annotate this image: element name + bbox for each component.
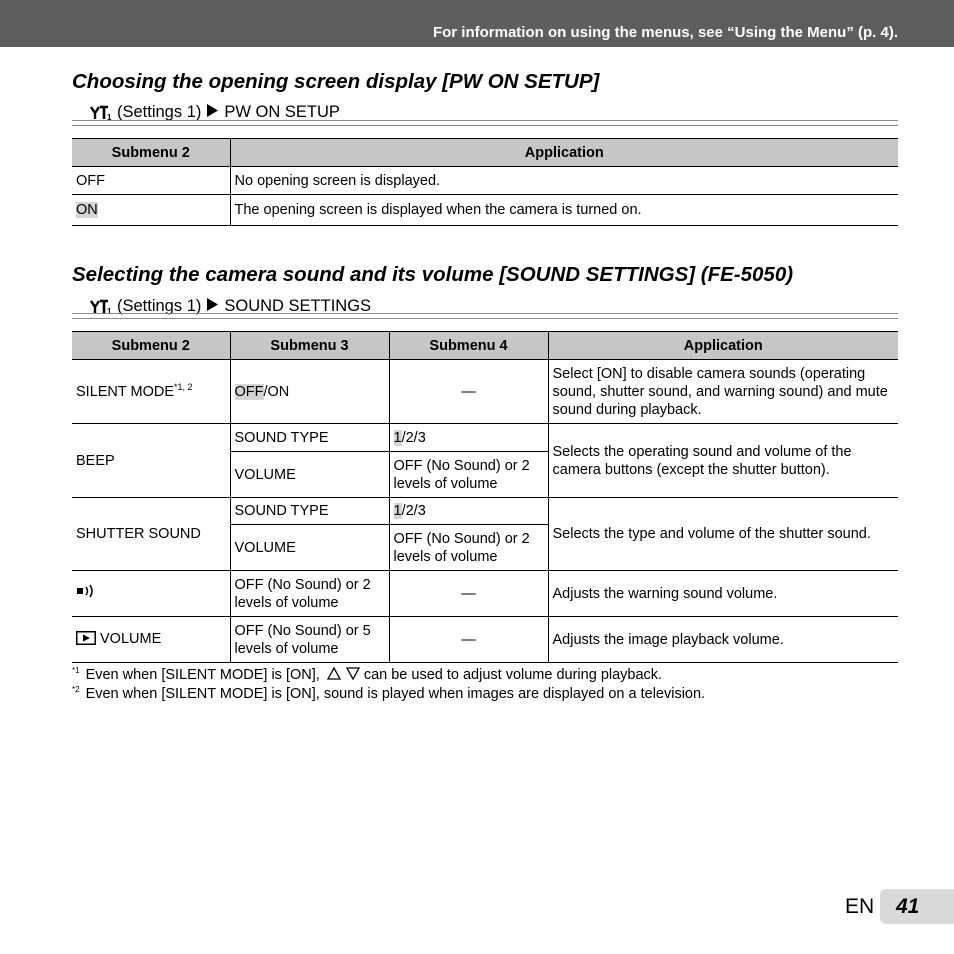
sound-settings-table <box>72 331 898 663</box>
submenu4-cell: OFF (No Sound) or 2 levels of volume <box>389 452 548 498</box>
column-header: Submenu 4 <box>389 332 548 360</box>
breadcrumb-settings-label: (Settings 1) <box>117 297 202 315</box>
submenu4-cell <box>389 498 548 525</box>
submenu3-cell: OFF (No Sound) or 5 levels of volume <box>230 617 389 663</box>
default-value: OFF <box>234 383 264 400</box>
table-header-row <box>72 139 898 167</box>
breadcrumb-target-label: PW ON SETUP <box>224 103 340 121</box>
pw-on-setup-table <box>72 138 898 226</box>
option-rest: /2/3 <box>401 429 426 446</box>
default-value: ON <box>76 202 98 218</box>
breadcrumb-settings-label: (Settings 1) <box>117 103 202 121</box>
submenu2-cell: SHUTTER SOUND <box>72 498 230 571</box>
silent-mode-label: SILENT MODE <box>76 383 175 400</box>
column-header: Submenu 3 <box>230 332 389 360</box>
breadcrumb-target-label: SOUND SETTINGS <box>224 297 372 315</box>
submenu4-cell <box>389 424 548 452</box>
option-rest: /ON <box>263 383 290 400</box>
footnote-mark: *2 <box>72 685 80 695</box>
submenu4-cell: — <box>389 360 548 424</box>
application-cell: Adjusts the warning sound volume. <box>548 571 898 617</box>
application-cell: The opening screen is displayed when the camera is turned on. <box>230 195 898 226</box>
table-row <box>72 360 898 424</box>
submenu2-cell <box>72 360 230 424</box>
table-row <box>72 424 898 452</box>
column-header: Application <box>548 332 898 360</box>
svg-text:1: 1 <box>107 307 112 316</box>
divider-line <box>72 313 898 319</box>
application-cell: No opening screen is displayed. <box>230 167 898 195</box>
footnote-mark: *1 <box>72 666 80 676</box>
footnote-text: Even when [SILENT MODE] is [ON], sound is played when images are displayed on a television. <box>85 686 706 702</box>
submenu2-cell: BEEP <box>72 424 230 498</box>
table-row <box>72 571 898 617</box>
column-header: Submenu 2 <box>72 139 230 167</box>
submenu2-cell <box>72 617 230 663</box>
option-rest: /2/3 <box>401 503 426 519</box>
divider-line <box>72 120 898 126</box>
footnote-text: Even when [SILENT MODE] is [ON], <box>85 667 320 683</box>
playback-volume-label: VOLUME <box>100 630 162 647</box>
submenu4-cell: — <box>389 571 548 617</box>
table-header-row <box>72 332 898 360</box>
default-value: 1 <box>393 503 402 519</box>
settings-1-icon <box>89 104 111 121</box>
header-bar <box>0 0 954 47</box>
submenu3-cell: SOUND TYPE <box>230 424 389 452</box>
submenu3-cell: VOLUME <box>230 525 389 571</box>
submenu4-cell: — <box>389 617 548 663</box>
section-title-pw-on-setup: Choosing the opening screen display [PW ON SETUP] <box>72 70 600 93</box>
footnote-text: can be used to adjust volume during playback. <box>363 667 663 683</box>
page-number: 41 <box>880 889 954 924</box>
header-info-text: For information on using the menus, see “Using the Menu” (p. 4). <box>432 24 898 41</box>
playback-icon <box>76 631 96 650</box>
default-value: 1 <box>393 429 402 446</box>
application-cell: Selects the type and volume of the shutter sound. <box>548 498 898 571</box>
footnote-ref: *1, 2 <box>174 381 193 392</box>
submenu3-cell: SOUND TYPE <box>230 498 389 525</box>
submenu3-cell <box>230 360 389 424</box>
application-cell: Selects the operating sound and volume of the camera buttons (except the shutter button). <box>548 424 898 498</box>
footnote-1 <box>72 667 662 684</box>
column-header: Submenu 2 <box>72 332 230 360</box>
section-title-sound-settings: Selecting the camera sound and its volume [SOUND SETTINGS] (FE-5050) <box>72 263 794 286</box>
submenu2-cell: OFF <box>72 167 230 195</box>
submenu2-cell <box>72 195 230 226</box>
application-cell: Select [ON] to disable camera sounds (operating sound, shutter sound, and warning sound) and mute sound during playback. <box>548 360 898 424</box>
table-row <box>72 498 898 525</box>
svg-text:1: 1 <box>107 113 112 122</box>
application-cell: Adjusts the image playback volume. <box>548 617 898 663</box>
column-header: Application <box>230 139 898 167</box>
footnote-2 <box>72 686 705 702</box>
submenu3-cell: OFF (No Sound) or 2 levels of volume <box>230 571 389 617</box>
table-row <box>72 167 898 195</box>
warning-sound-icon <box>76 586 98 602</box>
up-down-arrows-icon <box>327 667 361 684</box>
table-row <box>72 617 898 663</box>
submenu3-cell: VOLUME <box>230 452 389 498</box>
submenu4-cell: OFF (No Sound) or 2 levels of volume <box>389 525 548 571</box>
submenu2-cell <box>72 571 230 617</box>
table-row <box>72 195 898 226</box>
language-label: EN <box>845 895 875 918</box>
